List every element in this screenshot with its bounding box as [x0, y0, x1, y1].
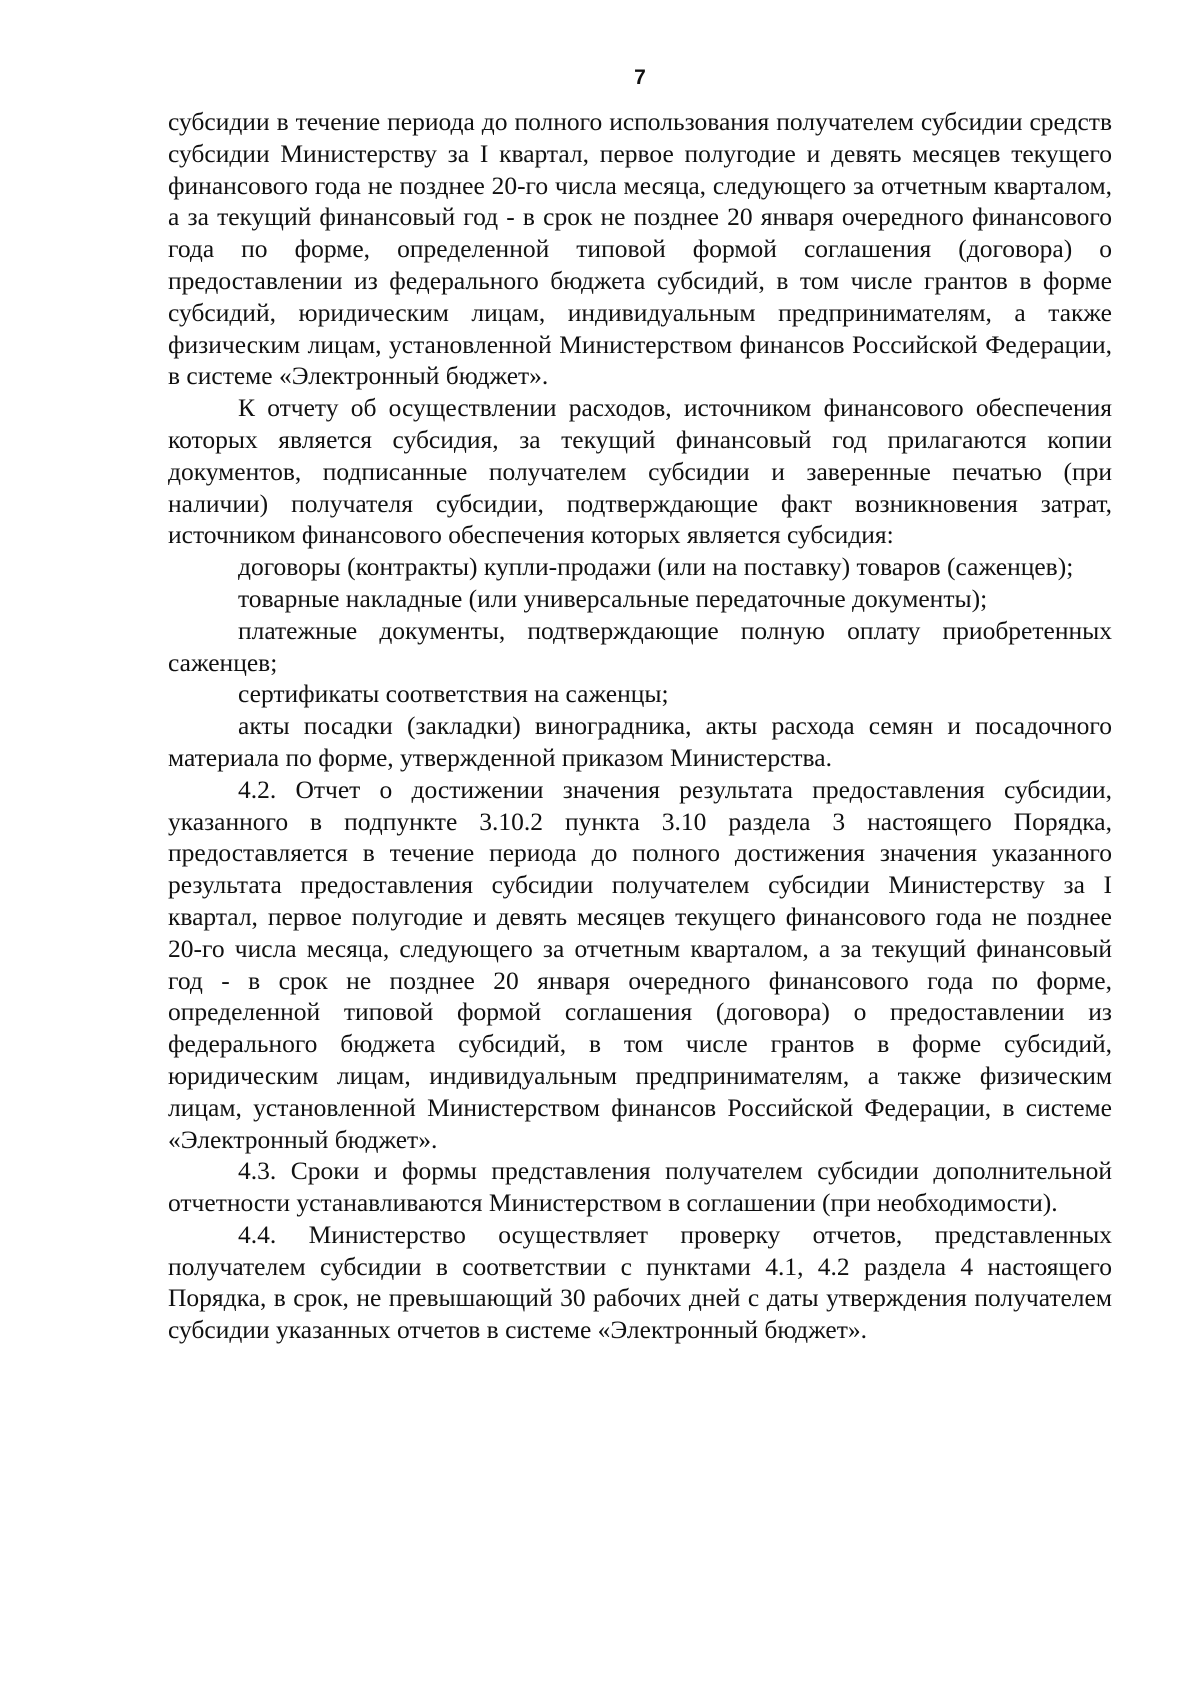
paragraph-attached-documents: К отчету об осуществлении расходов, источником финансового обеспечения которых является субсидия, за текущий финансовый год прилагаются копии документов, подписанные получателем субсидии и заверенные печатью (при наличии) получателя субсидии, подтверждающие факт возникновения затрат, источником финансового обеспечения которых является субсидия: — [168, 393, 1112, 550]
clause-4-4: 4.4. Министерство осуществляет проверку отчетов, представленных получателем субсидии в соответствии с пунктами 4.1, 4.2 раздела 4 настоящего Порядка, в срок, не превышающий 30 рабочих дней с даты утверждения получателем субсидии указанных отчетов в системе «Электронный бюджет». — [168, 1219, 1112, 1345]
paragraph-subsidy-reporting-continuation: субсидии в течение периода до полного использования получателем субсидии средств субсидии Министерству за I квартал, первое полугодие и девять месяцев текущего финансового года не позднее 20-го числа месяца, следующего за отчетным кварталом, а за текущий финансовый год - в срок не позднее 20 января очередного финансового года по форме, определенной типовой формой соглашения (договора) о предоставлении из федерального бюджета субсидий, в том числе грантов в форме субсидий, юридическим лицам, индивидуальным предпринимателям, а также физическим лицам, установленной Министерством финансов Российской Федерации, в системе «Электронный бюджет». — [168, 107, 1112, 391]
list-item-planting-acts: акты посадки (закладки) виноградника, акты расхода семян и посадочного материала по форме, утвержденной приказом Министерства. — [168, 711, 1112, 772]
document-body — [168, 106, 1112, 1346]
list-item-waybills: товарные накладные (или универсальные передаточные документы); — [238, 583, 988, 613]
list-item-purchase-contracts: договоры (контракты) купли-продажи (или на поставку) товаров (саженцев); — [238, 552, 1074, 582]
clause-4-3: 4.3. Сроки и формы представления получателем субсидии дополнительной отчетности устанавливаются Министерством в соглашении (при необходимости). — [168, 1156, 1112, 1218]
list-item-payment-documents: платежные документы, подтверждающие полную оплату приобретенных саженцев; — [168, 615, 1112, 677]
list-item-certificates: сертификаты соответствия на саженцы; — [238, 679, 669, 709]
clause-4-2: 4.2. Отчет о достижении значения результата предоставления субсидии, указанного в подпункте 3.10.2 пункта 3.10 раздела 3 настоящего Порядка, предоставляется в течение периода до полного достижения значения указанного результата предоставления субсидии получателем субсидии Министерству за I квартал, первое полугодие и девять месяцев текущего финансового года не позднее 20-го числа месяца, следующего за отчетным кварталом, а за текущий финансовый год - в срок не позднее 20 января очередного финансового года по форме, определенной типовой формой соглашения (договора) о предоставлении из федерального бюджета субсидий, в том числе грантов в форме субсидий, юридическим лицам, индивидуальным предпринимателям, а также физическим лицам, установленной Министерством финансов Российской Федерации, в системе «Электронный бюджет». — [168, 774, 1112, 1154]
page-number: 7 — [634, 66, 646, 89]
